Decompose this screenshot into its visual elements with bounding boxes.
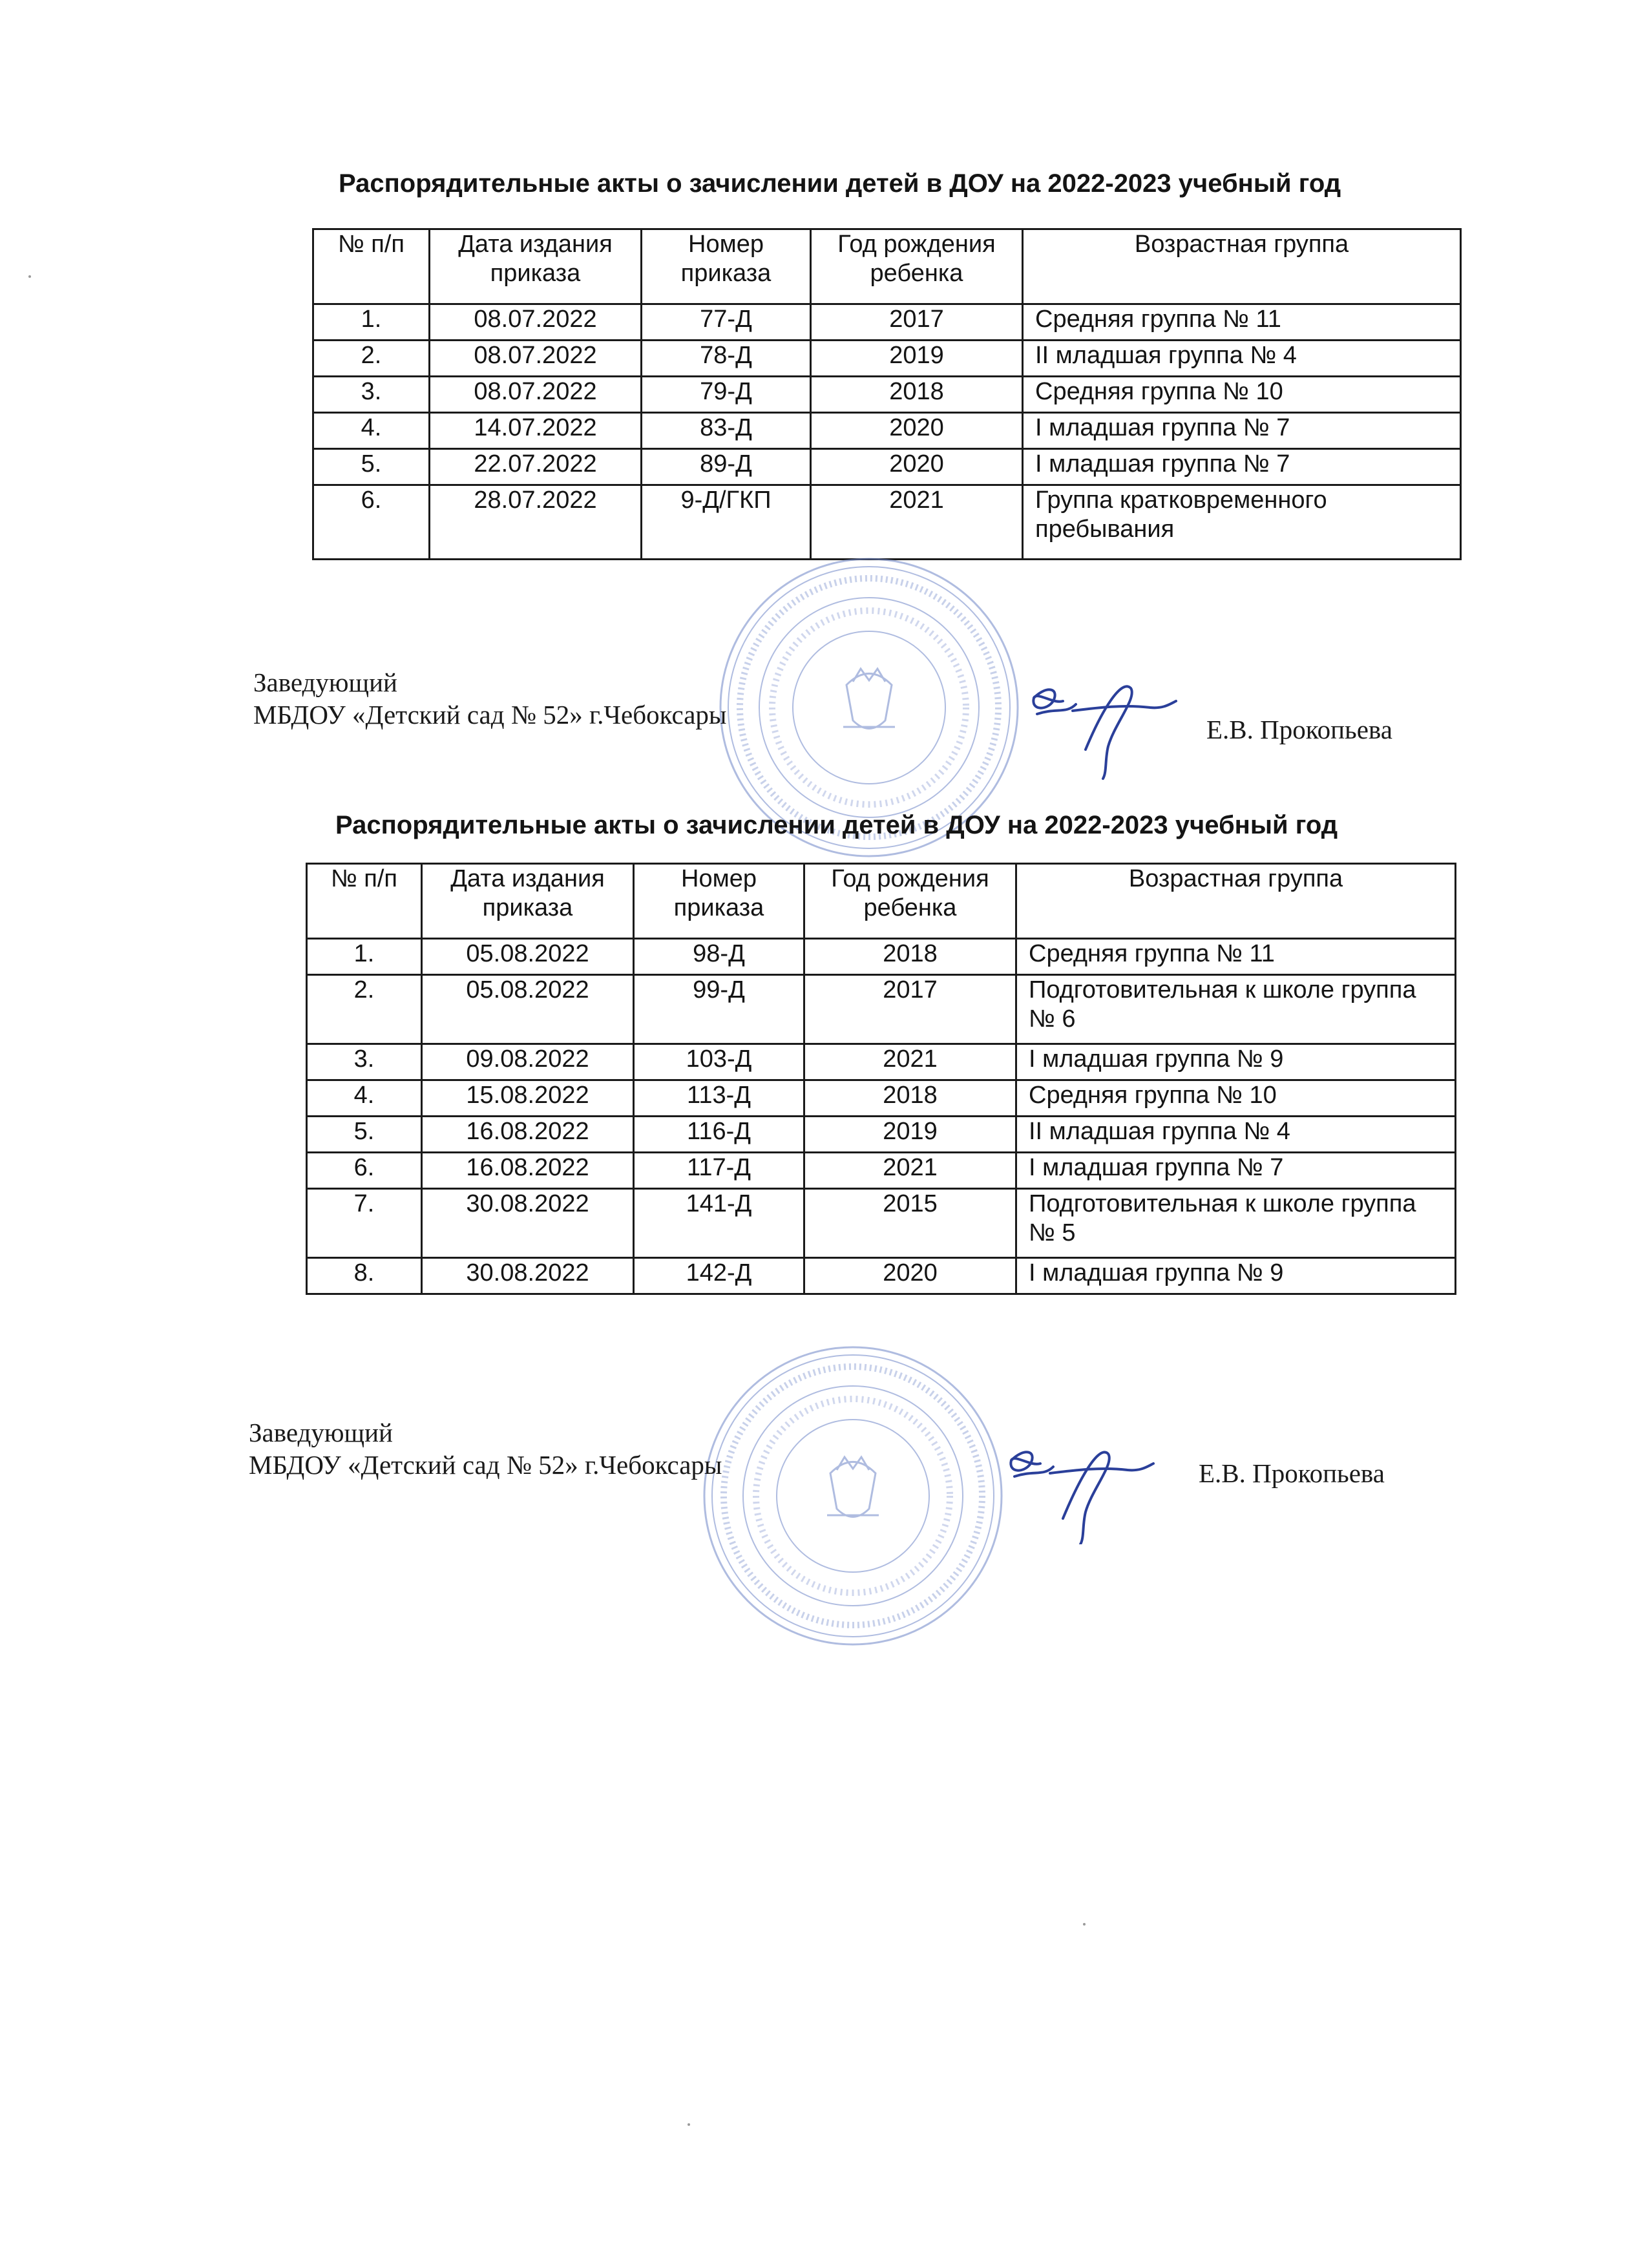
table-header-row [313, 229, 1461, 304]
cell-number: 8. [307, 1258, 422, 1294]
cell-number: 6. [313, 485, 430, 560]
cell-order-number: 99-Д [634, 975, 804, 1044]
column-header-age-group: Возрастная группа [1016, 864, 1456, 939]
column-header-order-number: Номер приказа [642, 229, 811, 304]
cell-age-group: Средняя группа № 11 [1016, 939, 1456, 975]
cell-order-number: 113-Д [634, 1080, 804, 1117]
signatory-name-2: Е.В. Прокопьева [1199, 1458, 1385, 1488]
cell-order-number: 141-Д [634, 1189, 804, 1258]
cell-number: 5. [307, 1117, 422, 1153]
table-row [307, 1080, 1456, 1117]
cell-order-date: 08.07.2022 [430, 377, 642, 413]
cell-birth-year: 2015 [804, 1189, 1016, 1258]
table-row [313, 304, 1461, 341]
cell-order-date: 30.08.2022 [422, 1189, 634, 1258]
column-header-order-date: Дата издания приказа [422, 864, 634, 939]
column-header-birth-year: Год рождения ребенка [811, 229, 1023, 304]
cell-number: 5. [313, 449, 430, 485]
cell-order-number: 103-Д [634, 1044, 804, 1080]
cell-birth-year: 2018 [804, 1080, 1016, 1117]
cell-birth-year: 2017 [811, 304, 1023, 341]
table-row [307, 1153, 1456, 1189]
scan-speck [1083, 1923, 1086, 1926]
cell-order-date: 05.08.2022 [422, 939, 634, 975]
cell-number: 3. [307, 1044, 422, 1080]
column-header-age-group: Возрастная группа [1023, 229, 1461, 304]
section-2-title: Распорядительные акты о зачислении детей в ДОУ на 2022-2023 учебный год [335, 811, 1338, 839]
scan-speck [28, 275, 31, 278]
cell-age-group: I младшая группа № 7 [1023, 413, 1461, 449]
cell-order-number: 116-Д [634, 1117, 804, 1153]
cell-birth-year: 2020 [804, 1258, 1016, 1294]
cell-number: 7. [307, 1189, 422, 1258]
cell-order-date: 16.08.2022 [422, 1153, 634, 1189]
cell-number: 4. [307, 1080, 422, 1117]
cell-age-group: Подготовительная к школе группа № 6 [1016, 975, 1456, 1044]
table-row [313, 341, 1461, 377]
signatory-organization: МБДОУ «Детский сад № 52» г.Чебоксары [249, 1450, 722, 1480]
handwritten-signature-icon [998, 1422, 1166, 1544]
cell-birth-year: 2019 [811, 341, 1023, 377]
cell-age-group: I младшая группа № 7 [1016, 1153, 1456, 1189]
cell-birth-year: 2017 [804, 975, 1016, 1044]
cell-order-date: 30.08.2022 [422, 1258, 634, 1294]
table-row [307, 1258, 1456, 1294]
column-header-number: № п/п [307, 864, 422, 939]
cell-age-group: Подготовительная к школе группа № 5 [1016, 1189, 1456, 1258]
cell-order-number: 77-Д [642, 304, 811, 341]
column-header-birth-year: Год рождения ребенка [804, 864, 1016, 939]
table-row [307, 975, 1456, 1044]
cell-order-number: 83-Д [642, 413, 811, 449]
signatory-position-2 [249, 1416, 722, 1481]
section-1-title: Распорядительные акты о зачислении детей в ДОУ на 2022-2023 учебный год [339, 169, 1341, 198]
column-header-number: № п/п [313, 229, 430, 304]
cell-order-date: 14.07.2022 [430, 413, 642, 449]
cell-order-date: 22.07.2022 [430, 449, 642, 485]
signatory-name-1: Е.В. Прокопьева [1206, 715, 1392, 744]
cell-number: 1. [307, 939, 422, 975]
cell-age-group: II младшая группа № 4 [1016, 1117, 1456, 1153]
cell-birth-year: 2021 [804, 1153, 1016, 1189]
table-row [307, 1117, 1456, 1153]
cell-age-group: Средняя группа № 11 [1023, 304, 1461, 341]
table-row [313, 485, 1461, 560]
cell-age-group: Группа кратковременного пребывания [1023, 485, 1461, 560]
cell-number: 3. [313, 377, 430, 413]
cell-birth-year: 2019 [804, 1117, 1016, 1153]
cell-birth-year: 2020 [811, 449, 1023, 485]
cell-order-number: 89-Д [642, 449, 811, 485]
cell-order-date: 16.08.2022 [422, 1117, 634, 1153]
cell-order-number: 9-Д/ГКП [642, 485, 811, 560]
column-header-order-date: Дата издания приказа [430, 229, 642, 304]
cell-age-group: Средняя группа № 10 [1023, 377, 1461, 413]
cell-age-group: I младшая группа № 9 [1016, 1258, 1456, 1294]
cell-age-group: II младшая группа № 4 [1023, 341, 1461, 377]
cell-age-group: I младшая группа № 7 [1023, 449, 1461, 485]
cell-birth-year: 2018 [804, 939, 1016, 975]
cell-birth-year: 2020 [811, 413, 1023, 449]
cell-order-date: 05.08.2022 [422, 975, 634, 1044]
table-row [307, 939, 1456, 975]
table-row [307, 1189, 1456, 1258]
cell-age-group: Средняя группа № 10 [1016, 1080, 1456, 1117]
cell-order-number: 98-Д [634, 939, 804, 975]
cell-order-number: 142-Д [634, 1258, 804, 1294]
cell-birth-year: 2021 [811, 485, 1023, 560]
table-row [313, 377, 1461, 413]
cell-number: 1. [313, 304, 430, 341]
cell-number: 6. [307, 1153, 422, 1189]
signatory-title: Заведующий [249, 1418, 393, 1447]
enrollment-table-1 [312, 228, 1462, 560]
signatory-organization: МБДОУ «Детский сад № 52» г.Чебоксары [253, 700, 727, 730]
seal-stamp-icon [698, 1341, 1008, 1651]
table-header-row [307, 864, 1456, 939]
signatory-position-1 [253, 666, 726, 731]
cell-order-number: 78-Д [642, 341, 811, 377]
table-row [307, 1044, 1456, 1080]
cell-birth-year: 2018 [811, 377, 1023, 413]
cell-order-date: 09.08.2022 [422, 1044, 634, 1080]
scan-speck [688, 2123, 690, 2126]
cell-order-date: 08.07.2022 [430, 341, 642, 377]
column-header-order-number: Номер приказа [634, 864, 804, 939]
table-row [313, 413, 1461, 449]
cell-order-number: 79-Д [642, 377, 811, 413]
enrollment-table-2 [306, 863, 1456, 1295]
cell-order-number: 117-Д [634, 1153, 804, 1189]
cell-number: 2. [313, 341, 430, 377]
table-row [313, 449, 1461, 485]
cell-age-group: I младшая группа № 9 [1016, 1044, 1456, 1080]
cell-number: 2. [307, 975, 422, 1044]
cell-order-date: 28.07.2022 [430, 485, 642, 560]
signatory-title: Заведующий [253, 667, 397, 697]
handwritten-signature-icon [1021, 659, 1189, 782]
cell-number: 4. [313, 413, 430, 449]
cell-birth-year: 2021 [804, 1044, 1016, 1080]
cell-order-date: 15.08.2022 [422, 1080, 634, 1117]
cell-order-date: 08.07.2022 [430, 304, 642, 341]
